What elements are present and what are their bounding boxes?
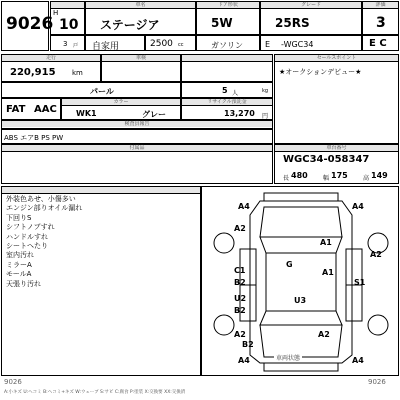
remark-item: ハンドルすれ <box>6 232 48 241</box>
remark-item: シフトノブすれ <box>6 223 55 232</box>
rear-window <box>260 311 342 325</box>
damage-u3: U3 <box>294 296 307 305</box>
interior-color: グレー <box>142 110 166 119</box>
year-prefix: H <box>53 9 59 17</box>
hood <box>260 207 342 237</box>
recycle-header: リサイクル預託金 <box>182 99 272 106</box>
grade-cell <box>260 1 362 35</box>
lot-number: 9026 <box>6 14 54 34</box>
car-diagram-panel <box>201 186 399 376</box>
damage-a2-br: A2 <box>318 330 330 339</box>
damage-s1: S1 <box>354 278 366 287</box>
sales-point: ★オークションデビュー★ <box>279 68 362 76</box>
sales-point-header: セールスポイント <box>275 55 398 62</box>
shift-code: E <box>265 40 271 49</box>
fuel: ガソリン <box>211 41 243 50</box>
kg-unit: kg <box>262 88 269 94</box>
remark-item: モールA <box>6 270 32 279</box>
color-code: WK1 <box>76 109 97 118</box>
doors-header: ドア形状 <box>197 2 259 9</box>
doors-cell <box>196 1 260 35</box>
transmission: FAT <box>6 104 26 115</box>
grade-short: 5W <box>211 16 233 30</box>
damage-b2-bl: B2 <box>242 340 254 349</box>
km-cell <box>1 54 101 82</box>
damage-c1: C1 <box>234 266 246 275</box>
inspector-header: 検査員報告 <box>2 121 272 127</box>
inspection-header: 車検 <box>102 55 180 62</box>
dim-width-label: 幅 <box>323 175 330 182</box>
remark-item: 室内汚れ <box>6 251 34 260</box>
door-rl <box>240 285 256 321</box>
score-cell <box>362 1 399 35</box>
score: 3 <box>376 15 386 31</box>
damage-a2-l: A2 <box>234 224 246 233</box>
color-name: パール <box>90 87 114 96</box>
wheel-fl <box>214 233 234 253</box>
capacity-cell <box>181 82 273 98</box>
displacement: 2500 <box>150 39 173 49</box>
damage-a1-mr: A1 <box>322 268 334 277</box>
grade: 25RS <box>275 16 310 30</box>
body-outline <box>250 201 352 363</box>
usage: 自家用 <box>92 42 120 52</box>
footer-left-number: 9026 <box>4 378 22 386</box>
footnote: A:小キズ U:ヘコミ B:ヘコミ+キズ W:ウェーブ S:サビ C:腐食 P:塗装 X:交換要 XX:交換済 <box>4 390 186 395</box>
displacement-unit: cc <box>178 42 184 48</box>
car-diagram-label: 車両状態 <box>276 355 301 362</box>
equipment-cell <box>1 129 273 144</box>
damage-a4-tr: A4 <box>352 202 364 211</box>
chassis-number: WGC34-058347 <box>283 154 370 165</box>
damage-a1-r: A1 <box>320 238 332 247</box>
damage-g: G <box>286 260 293 269</box>
remark-item: エンジン部りオイル漏れ <box>6 204 83 213</box>
door-rr <box>346 285 362 321</box>
accessories-header: 付属品 <box>2 145 272 152</box>
mileage: 220,915 <box>10 67 56 78</box>
damage-u2: U2 <box>234 294 247 303</box>
dim-height-label: 高 <box>363 175 370 182</box>
displacement-cell <box>145 35 196 51</box>
remark-item: 外装色あせ、小傷多い <box>6 195 76 203</box>
inspector-note-cell <box>1 120 273 129</box>
car-diagram <box>202 187 398 375</box>
damage-a4-br: A4 <box>352 356 364 365</box>
damage-a4-tl: A4 <box>238 202 250 211</box>
wheel-rr <box>368 315 388 335</box>
wheel-rl <box>214 315 234 335</box>
remark-item: シートへたり <box>6 242 48 251</box>
rear-bumper <box>264 363 338 371</box>
interior-exterior-grade: E C <box>369 38 387 49</box>
recycle-cell <box>181 98 273 120</box>
model-cell <box>85 1 196 35</box>
capacity: 5 <box>222 86 228 95</box>
model-header: 車名 <box>86 2 195 9</box>
mileage-unit: km <box>72 69 83 77</box>
capacity-unit: 人 <box>232 90 239 97</box>
color-header: カラー <box>62 99 180 106</box>
recycle-unit: 円 <box>262 113 269 120</box>
remark-item: 下回りS <box>6 213 32 222</box>
inspection-cell <box>101 54 181 82</box>
model-code-cell <box>260 35 362 51</box>
dim-width: 175 <box>331 171 348 180</box>
model-name: ステージア <box>100 18 160 32</box>
doors-count-cell <box>50 35 85 51</box>
trans-cell <box>1 98 61 120</box>
dim-height: 149 <box>371 171 388 180</box>
damage-a2-rr: A2 <box>370 250 382 259</box>
evaluation-header: 評価 <box>363 2 398 9</box>
year-cell <box>50 1 85 35</box>
damage-a4-bl: A4 <box>238 356 250 365</box>
remarks-list <box>6 195 82 289</box>
usage-cell <box>85 35 145 51</box>
chassis-header: 車台番号 <box>275 145 398 152</box>
year-value: 10 <box>59 17 79 33</box>
interior-exterior-cell <box>362 35 399 51</box>
damage-b2-l: B2 <box>234 278 246 287</box>
footer-right-number: 9026 <box>368 378 386 386</box>
equipment: ABS エアB PS PW <box>4 134 64 142</box>
damage-a2-bl: A2 <box>234 330 246 339</box>
recycle-fee: 13,270 <box>224 109 255 118</box>
sales-point-cell <box>274 54 399 144</box>
remarks-panel <box>1 186 201 376</box>
chassis-cell <box>274 144 399 184</box>
remark-item: ミラーA <box>6 260 32 269</box>
km-header: 走行 <box>2 55 100 62</box>
dim-length-label: 長 <box>283 175 290 182</box>
remark-item: 天張り汚れ <box>6 279 41 288</box>
ac: AAC <box>34 104 57 115</box>
dim-length: 480 <box>291 171 308 180</box>
upper-right-cell <box>181 54 273 82</box>
fuel-cell <box>196 35 260 51</box>
lot-number-cell <box>1 1 54 51</box>
model-code: -WGC34 <box>281 40 314 49</box>
color-cell <box>1 82 181 98</box>
damage-b2-ml: B2 <box>234 306 246 315</box>
front-bumper <box>264 193 338 201</box>
grade-header: グレード <box>261 2 361 9</box>
doors-unit: 戸 <box>73 43 79 49</box>
accessories-cell <box>1 144 273 184</box>
doors-count: 3 <box>63 40 68 48</box>
color-code-cell <box>61 98 181 120</box>
